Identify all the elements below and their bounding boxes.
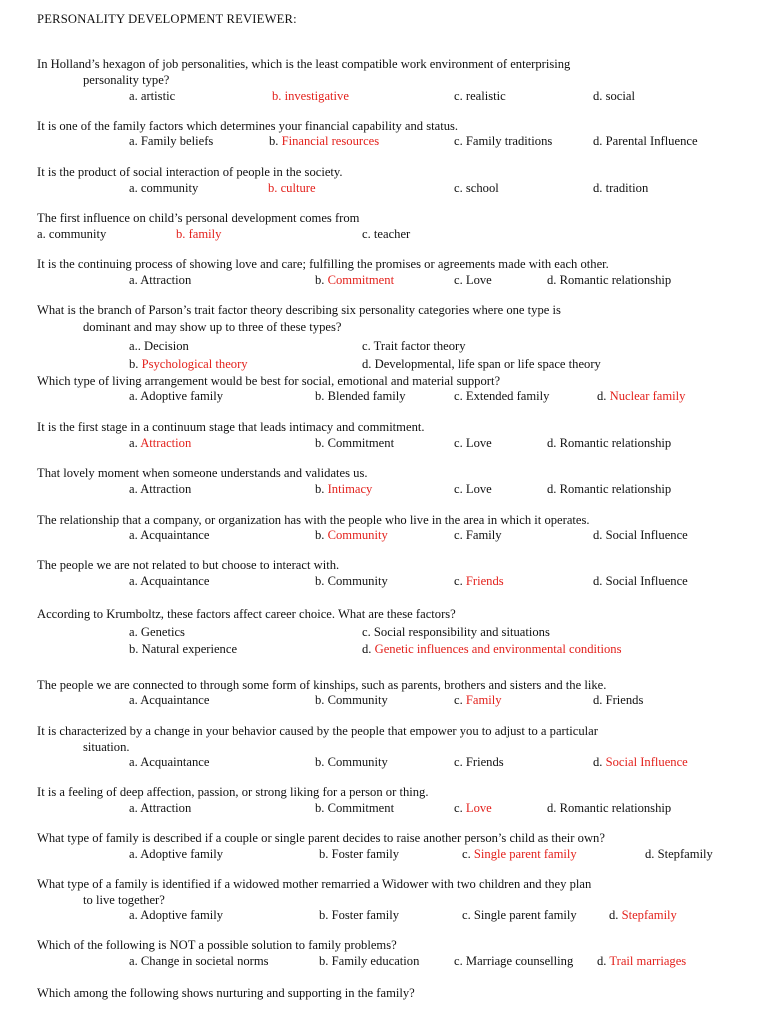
option-label: Family (465, 693, 502, 707)
answer-option (645, 848, 713, 861)
option-prefix: d. (609, 908, 622, 922)
option-prefix: d. (593, 693, 606, 707)
answer-option-correct (272, 90, 349, 103)
option-prefix: b. (315, 482, 328, 496)
option-label: Foster family (331, 908, 400, 922)
answer-option (547, 437, 671, 450)
answer-option (454, 274, 492, 287)
option-label: Love (465, 273, 492, 287)
option-label: Extended family (465, 389, 550, 403)
option-prefix: c. (462, 847, 474, 861)
answer-option (593, 182, 648, 195)
answer-option (129, 802, 191, 815)
option-prefix: c. (454, 273, 466, 287)
option-label: Social Influence (605, 574, 688, 588)
answer-option (129, 135, 213, 148)
question-text: What type of a family is identified if a widowed mother remarried a Widower with two children and they plan (37, 877, 592, 891)
option-label: tradition (605, 181, 649, 195)
question-text: personality type? (83, 73, 170, 87)
option-prefix: c. (454, 755, 466, 769)
option-label: community (140, 181, 199, 195)
option-prefix: b. (319, 847, 332, 861)
option-prefix: a. (129, 908, 141, 922)
option-prefix: c. (454, 389, 466, 403)
option-label: Nuclear family (609, 389, 686, 403)
option-label: Adoptive family (140, 847, 224, 861)
answer-option (454, 529, 502, 542)
option-label: Stepfamily (657, 847, 713, 861)
option-label: Friends (465, 574, 504, 588)
answer-option (593, 529, 688, 542)
option-label: Family education (331, 954, 420, 968)
option-label: Love (465, 801, 492, 815)
option-label: Family beliefs (140, 134, 214, 148)
answer-option (454, 390, 549, 403)
question-text: Which of the following is NOT a possible solution to family problems? (37, 938, 397, 952)
option-label: Trail marriages (609, 954, 687, 968)
option-label: b. culture (268, 181, 316, 195)
question-text: dominant and may show up to three of these types? (83, 320, 342, 334)
option-prefix: d. (547, 436, 560, 450)
answer-option (362, 228, 410, 241)
answer-option (129, 626, 185, 639)
answer-option (129, 274, 191, 287)
option-label: Community (327, 693, 388, 707)
option-prefix: b. (315, 755, 328, 769)
option-label: Decision (144, 339, 189, 353)
answer-option-correct (129, 437, 191, 450)
option-label: Acquaintance (140, 755, 210, 769)
question-text: The people we are not related to but choose to interact with. (37, 558, 340, 572)
option-prefix: d. (547, 801, 560, 815)
answer-option (362, 340, 466, 353)
option-prefix: b. (315, 389, 328, 403)
option-label: social (605, 89, 635, 103)
option-label: b. family (176, 227, 222, 241)
option-prefix: c. (462, 908, 474, 922)
question-text: What is the branch of Parson’s trait factor theory describing six personality categories where one type is (37, 303, 561, 317)
answer-option (547, 483, 671, 496)
option-prefix: a. (129, 954, 141, 968)
option-label: Stepfamily (621, 908, 677, 922)
answer-option-correct (315, 483, 372, 496)
option-prefix: a. (129, 181, 141, 195)
answer-option (129, 390, 223, 403)
option-prefix: b. (315, 801, 328, 815)
option-prefix: c. (454, 134, 466, 148)
answer-option (315, 575, 388, 588)
answer-option (454, 90, 506, 103)
option-label: Acquaintance (140, 693, 210, 707)
option-label: Psychological theory (141, 357, 248, 371)
option-label: Single parent family (473, 908, 577, 922)
option-prefix: d. (547, 482, 560, 496)
answer-option (315, 694, 388, 707)
answer-option-correct (269, 135, 379, 148)
question-text: It is the continuing process of showing love and care; fulfilling the promises or agreements made with each other. (37, 257, 609, 271)
option-prefix: a. (129, 801, 141, 815)
answer-option (454, 483, 492, 496)
answer-option (129, 756, 209, 769)
option-prefix: c. (454, 693, 466, 707)
option-prefix: d. (645, 847, 658, 861)
answer-option (129, 529, 209, 542)
answer-option (129, 694, 209, 707)
answer-option-correct (176, 228, 221, 241)
answer-option-correct (315, 529, 388, 542)
option-prefix: c. (454, 436, 466, 450)
answer-option (315, 390, 406, 403)
option-prefix: a. (129, 389, 141, 403)
answer-option-correct (129, 358, 248, 371)
answer-option (129, 909, 223, 922)
answer-option (547, 274, 671, 287)
option-label: Commitment (327, 436, 395, 450)
option-label: Romantic relationship (559, 482, 672, 496)
option-label: Financial resources (281, 134, 380, 148)
option-label: Community (327, 574, 388, 588)
option-prefix: a. (129, 89, 141, 103)
question-text: It is a feeling of deep affection, passion, or strong liking for a person or thing. (37, 785, 429, 799)
option-label: Attraction (140, 482, 192, 496)
option-prefix: c. (454, 574, 466, 588)
question-text: It is the product of social interaction of people in the society. (37, 165, 343, 179)
option-label: Acquaintance (140, 574, 210, 588)
option-prefix: c. (454, 482, 466, 496)
option-prefix: c. (362, 339, 374, 353)
option-prefix: d. (593, 181, 606, 195)
option-prefix: c. (454, 801, 466, 815)
answer-option-correct (454, 575, 504, 588)
option-prefix: a.. (129, 339, 145, 353)
option-label: community (48, 227, 107, 241)
option-prefix: b. (315, 528, 328, 542)
page-title: PERSONALITY DEVELOPMENT REVIEWER: (37, 12, 297, 26)
option-label: teacher (373, 227, 411, 241)
answer-option (454, 182, 499, 195)
option-prefix: d. (362, 357, 375, 371)
option-prefix: d. (597, 389, 610, 403)
option-label: artistic (140, 89, 176, 103)
option-label: Romantic relationship (559, 801, 672, 815)
answer-option (454, 756, 504, 769)
option-prefix: c. (454, 528, 466, 542)
option-label: Genetic influences and environmental conditions (374, 642, 622, 656)
option-prefix: a. (129, 482, 141, 496)
option-label: b. investigative (272, 89, 349, 103)
option-label: Family traditions (465, 134, 553, 148)
answer-option-correct (609, 909, 677, 922)
answer-option (454, 437, 492, 450)
option-label: Romantic relationship (559, 273, 672, 287)
answer-option (547, 802, 671, 815)
answer-option-correct (462, 848, 577, 861)
option-label: Family (465, 528, 502, 542)
option-prefix: a. (129, 574, 141, 588)
option-prefix: c. (454, 181, 466, 195)
answer-option (315, 756, 388, 769)
option-prefix: b. (319, 954, 332, 968)
answer-option-correct (597, 390, 685, 403)
answer-option (129, 955, 269, 968)
answer-option (362, 626, 550, 639)
option-prefix: a. (129, 528, 141, 542)
question-text: situation. (83, 740, 130, 754)
answer-option (129, 182, 198, 195)
answer-option (454, 135, 552, 148)
option-label: Developmental, life span or life space theory (374, 357, 601, 371)
option-label: Attraction (140, 273, 192, 287)
option-prefix: d. (597, 954, 610, 968)
option-label: Love (465, 482, 492, 496)
option-prefix: d. (593, 755, 606, 769)
answer-option-correct (454, 802, 492, 815)
option-label: Friends (605, 693, 644, 707)
option-label: Social Influence (605, 528, 688, 542)
question-text: It is one of the family factors which determines your financial capability and status. (37, 119, 459, 133)
option-label: Blended family (327, 389, 406, 403)
answer-option-correct (454, 694, 502, 707)
answer-option (319, 909, 399, 922)
option-prefix: c. (362, 227, 374, 241)
option-prefix: a. (129, 847, 141, 861)
answer-option (129, 643, 237, 656)
question-text: That lovely moment when someone understands and validates us. (37, 466, 368, 480)
option-prefix: d. (593, 134, 606, 148)
option-prefix: a. (129, 755, 141, 769)
question-text: Which type of living arrangement would be best for social, emotional and material support? (37, 374, 501, 388)
option-label: Romantic relationship (559, 436, 672, 450)
answer-option-correct (362, 643, 622, 656)
option-prefix: b. (129, 357, 142, 371)
option-prefix: d. (547, 273, 560, 287)
answer-option (129, 848, 223, 861)
question-text: What type of family is described if a couple or single parent decides to raise another person’s child as their own? (37, 831, 605, 845)
option-prefix: b. (315, 436, 328, 450)
answer-option (593, 694, 643, 707)
option-label: school (465, 181, 499, 195)
answer-option (319, 848, 399, 861)
option-prefix: c. (454, 954, 466, 968)
answer-option (129, 90, 175, 103)
question-text: Which among the following shows nurturing and supporting in the family? (37, 986, 415, 1000)
question-text: The people we are connected to through some form of kinships, such as parents, brothers and sisters and the like. (37, 678, 607, 692)
answer-option (129, 575, 209, 588)
option-label: Parental Influence (605, 134, 698, 148)
answer-option (315, 802, 394, 815)
option-label: Friends (465, 755, 504, 769)
option-label: Attraction (140, 436, 192, 450)
option-label: Social responsibility and situations (373, 625, 550, 639)
option-label: Adoptive family (140, 389, 224, 403)
option-prefix: a. (129, 625, 141, 639)
option-prefix: d. (593, 89, 606, 103)
question-text: It is the first stage in a continuum stage that leads intimacy and commitment. (37, 420, 425, 434)
option-label: Single parent family (473, 847, 577, 861)
option-label: Foster family (331, 847, 400, 861)
option-prefix: d. (362, 642, 375, 656)
option-prefix: a. (129, 693, 141, 707)
option-prefix: d. (593, 528, 606, 542)
option-label: Community (327, 755, 388, 769)
option-prefix: a. (37, 227, 49, 241)
option-label: Community (327, 528, 388, 542)
option-prefix: b. (319, 908, 332, 922)
question-text: In Holland’s hexagon of job personalities, which is the least compatible work environment of enterprising (37, 57, 571, 71)
option-prefix: d. (593, 574, 606, 588)
option-prefix: a. (129, 436, 141, 450)
option-prefix: c. (362, 625, 374, 639)
option-label: Genetics (140, 625, 185, 639)
answer-option-correct (268, 182, 316, 195)
question-text: The relationship that a company, or organization has with the people who live in the area in which it operates. (37, 513, 590, 527)
answer-option-correct (597, 955, 686, 968)
question-text: It is characterized by a change in your behavior caused by the people that empower you to adjust to a particular (37, 724, 598, 738)
option-prefix: b. (269, 134, 282, 148)
answer-option-correct (315, 274, 394, 287)
question-text: to live together? (83, 893, 165, 907)
answer-option (593, 575, 688, 588)
option-label: Love (465, 436, 492, 450)
answer-option (454, 955, 573, 968)
answer-option-correct (593, 756, 688, 769)
option-prefix: a. (129, 134, 141, 148)
option-prefix: b. (315, 273, 328, 287)
option-prefix: b. (315, 574, 328, 588)
option-label: Social Influence (605, 755, 688, 769)
option-label: realistic (465, 89, 506, 103)
option-prefix: c. (454, 89, 466, 103)
option-label: Marriage counselling (465, 954, 574, 968)
option-prefix: a. (129, 273, 141, 287)
question-text: According to Krumboltz, these factors affect career choice. What are these factors? (37, 607, 456, 621)
answer-option (462, 909, 577, 922)
answer-option (319, 955, 419, 968)
answer-option (129, 483, 191, 496)
answer-option (593, 135, 698, 148)
answer-option (129, 340, 189, 353)
option-label: Trait factor theory (373, 339, 466, 353)
option-label: Attraction (140, 801, 192, 815)
answer-option (37, 228, 106, 241)
option-label: Commitment (327, 273, 395, 287)
answer-option (362, 358, 601, 371)
option-label: Adoptive family (140, 908, 224, 922)
answer-option (593, 90, 635, 103)
option-label: Commitment (327, 801, 395, 815)
option-prefix: b. (129, 642, 142, 656)
option-label: Acquaintance (140, 528, 210, 542)
option-prefix: b. (315, 693, 328, 707)
option-label: Intimacy (327, 482, 373, 496)
option-label: Change in societal norms (140, 954, 269, 968)
answer-option (315, 437, 394, 450)
option-label: Natural experience (141, 642, 238, 656)
question-text: The first influence on child’s personal development comes from (37, 211, 360, 225)
